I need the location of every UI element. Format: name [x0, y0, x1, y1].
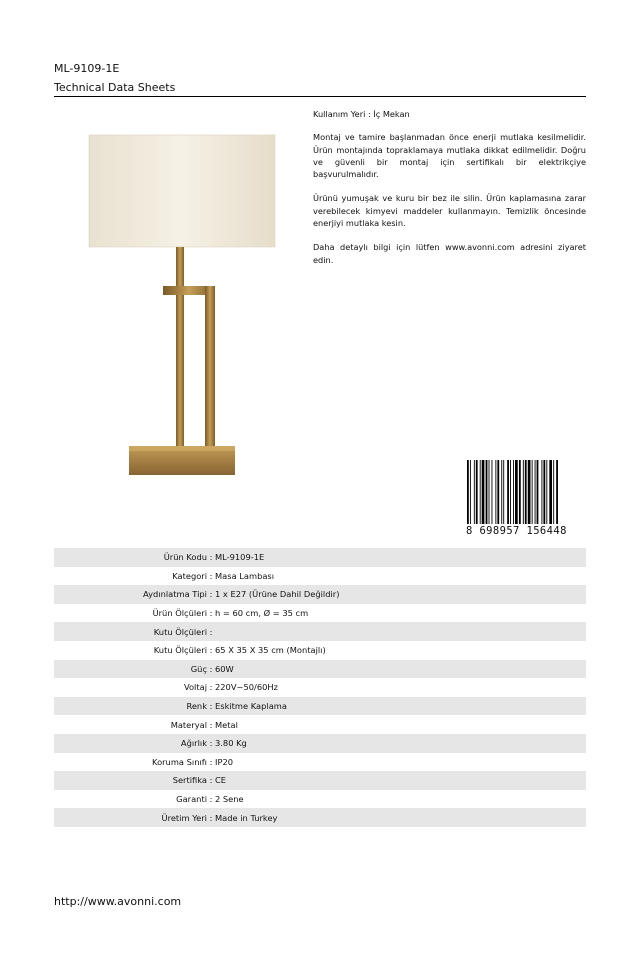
spec-separator: : [209, 663, 213, 674]
product-image-lamp [85, 130, 285, 480]
website-paragraph: Daha detaylı bilgi için lütfen www.avonni.com adresini ziyaret edin. [313, 242, 586, 265]
barcode [466, 460, 586, 540]
spec-separator: : [209, 719, 213, 730]
spec-row [54, 753, 586, 772]
spec-row [54, 771, 586, 790]
barcode-digits: 8 698957 156448 [466, 524, 586, 538]
spec-table [54, 548, 586, 827]
spec-row [54, 641, 586, 660]
usage-location: Kullanım Yeri : İç Mekan [313, 109, 410, 119]
spec-value: CE [215, 775, 227, 786]
spec-label: Voltaj [183, 682, 207, 693]
lamp-frame-side [205, 286, 215, 448]
spec-label: Garanti [176, 794, 207, 805]
spec-separator: : [209, 608, 213, 619]
spec-row [54, 585, 586, 604]
spec-row [54, 548, 586, 567]
spec-label: Koruma Sınıfı [152, 756, 207, 767]
header-divider [54, 96, 586, 97]
spec-label: Renk [186, 701, 207, 712]
spec-separator: : [209, 626, 213, 637]
product-code-heading: ML-9109-1E [54, 62, 120, 75]
spec-value: 60W [215, 663, 234, 674]
spec-row [54, 604, 586, 623]
spec-label: Ağırlık [180, 738, 207, 749]
spec-separator: : [209, 570, 213, 581]
spec-separator: : [209, 552, 213, 563]
spec-label: Kutu Ölçüleri [153, 626, 207, 637]
spec-label: Kategori [172, 570, 207, 581]
spec-separator: : [209, 794, 213, 805]
spec-value: Metal [215, 719, 238, 730]
spec-label: Materyal [170, 719, 207, 730]
spec-value: Masa Lambası [215, 570, 275, 581]
spec-value: 65 X 35 X 35 cm (Montajlı) [215, 645, 326, 656]
intro-text [313, 108, 586, 278]
spec-label: Güç [190, 663, 207, 674]
lamp-stem [176, 247, 184, 447]
spec-row [54, 678, 586, 697]
spec-separator: : [209, 738, 213, 749]
footer-url[interactable]: http://www.avonni.com [54, 895, 182, 908]
spec-label: Sertifika [172, 775, 207, 786]
spec-row [54, 715, 586, 734]
spec-value: 2 Sene [215, 794, 244, 805]
spec-label: Ürün Kodu [163, 552, 207, 563]
spec-row [54, 567, 586, 586]
safety-paragraph: Montaj ve tamire başlanmadan önce enerji mutlaka kesilmelidir. Ürün montajında topraklamaya mutlaka dikkat edilmelidir. Doğru ve güvenli bir montaj için sertifikalı bir elektrikçiye başvurulmalıdır. [313, 132, 586, 180]
spec-separator: : [209, 589, 213, 600]
spec-separator: : [209, 775, 213, 786]
spec-row [54, 808, 586, 827]
spec-value: 3.80 Kg [215, 738, 247, 749]
spec-label: Aydınlatma Tipi [143, 589, 207, 600]
spec-separator: : [209, 645, 213, 656]
spec-label: Ürün Ölçüleri [152, 608, 207, 619]
spec-value: h = 60 cm, Ø = 35 cm [215, 608, 309, 619]
spec-separator: : [209, 756, 213, 767]
spec-row [54, 734, 586, 753]
document-subtitle: Technical Data Sheets [54, 81, 176, 94]
spec-row [54, 622, 586, 641]
lamp-shade [89, 135, 275, 247]
spec-value: Eskitme Kaplama [215, 701, 287, 712]
spec-value: Made in Turkey [215, 812, 278, 823]
spec-separator: : [209, 682, 213, 693]
spec-row [54, 790, 586, 809]
spec-separator: : [209, 812, 213, 823]
spec-value: 220V~50/60Hz [215, 682, 278, 693]
spec-separator: : [209, 701, 213, 712]
spec-label: Kutu Ölçüleri [153, 645, 207, 656]
spec-row [54, 697, 586, 716]
spec-value: ML-9109-1E [215, 552, 265, 563]
cleaning-paragraph: Ürünü yumuşak ve kuru bir bez ile silin. Ürün kaplamasına zarar verebilecek kimyevi maddeler kullanmayın. Temizlik öncesinde enerjiyi mutlaka kesin. [313, 193, 586, 229]
spec-value: 1 x E27 (Ürüne Dahil Değildir) [215, 589, 340, 600]
spec-value: IP20 [215, 756, 234, 767]
spec-row [54, 660, 586, 679]
spec-label: Üretim Yeri [161, 812, 207, 823]
